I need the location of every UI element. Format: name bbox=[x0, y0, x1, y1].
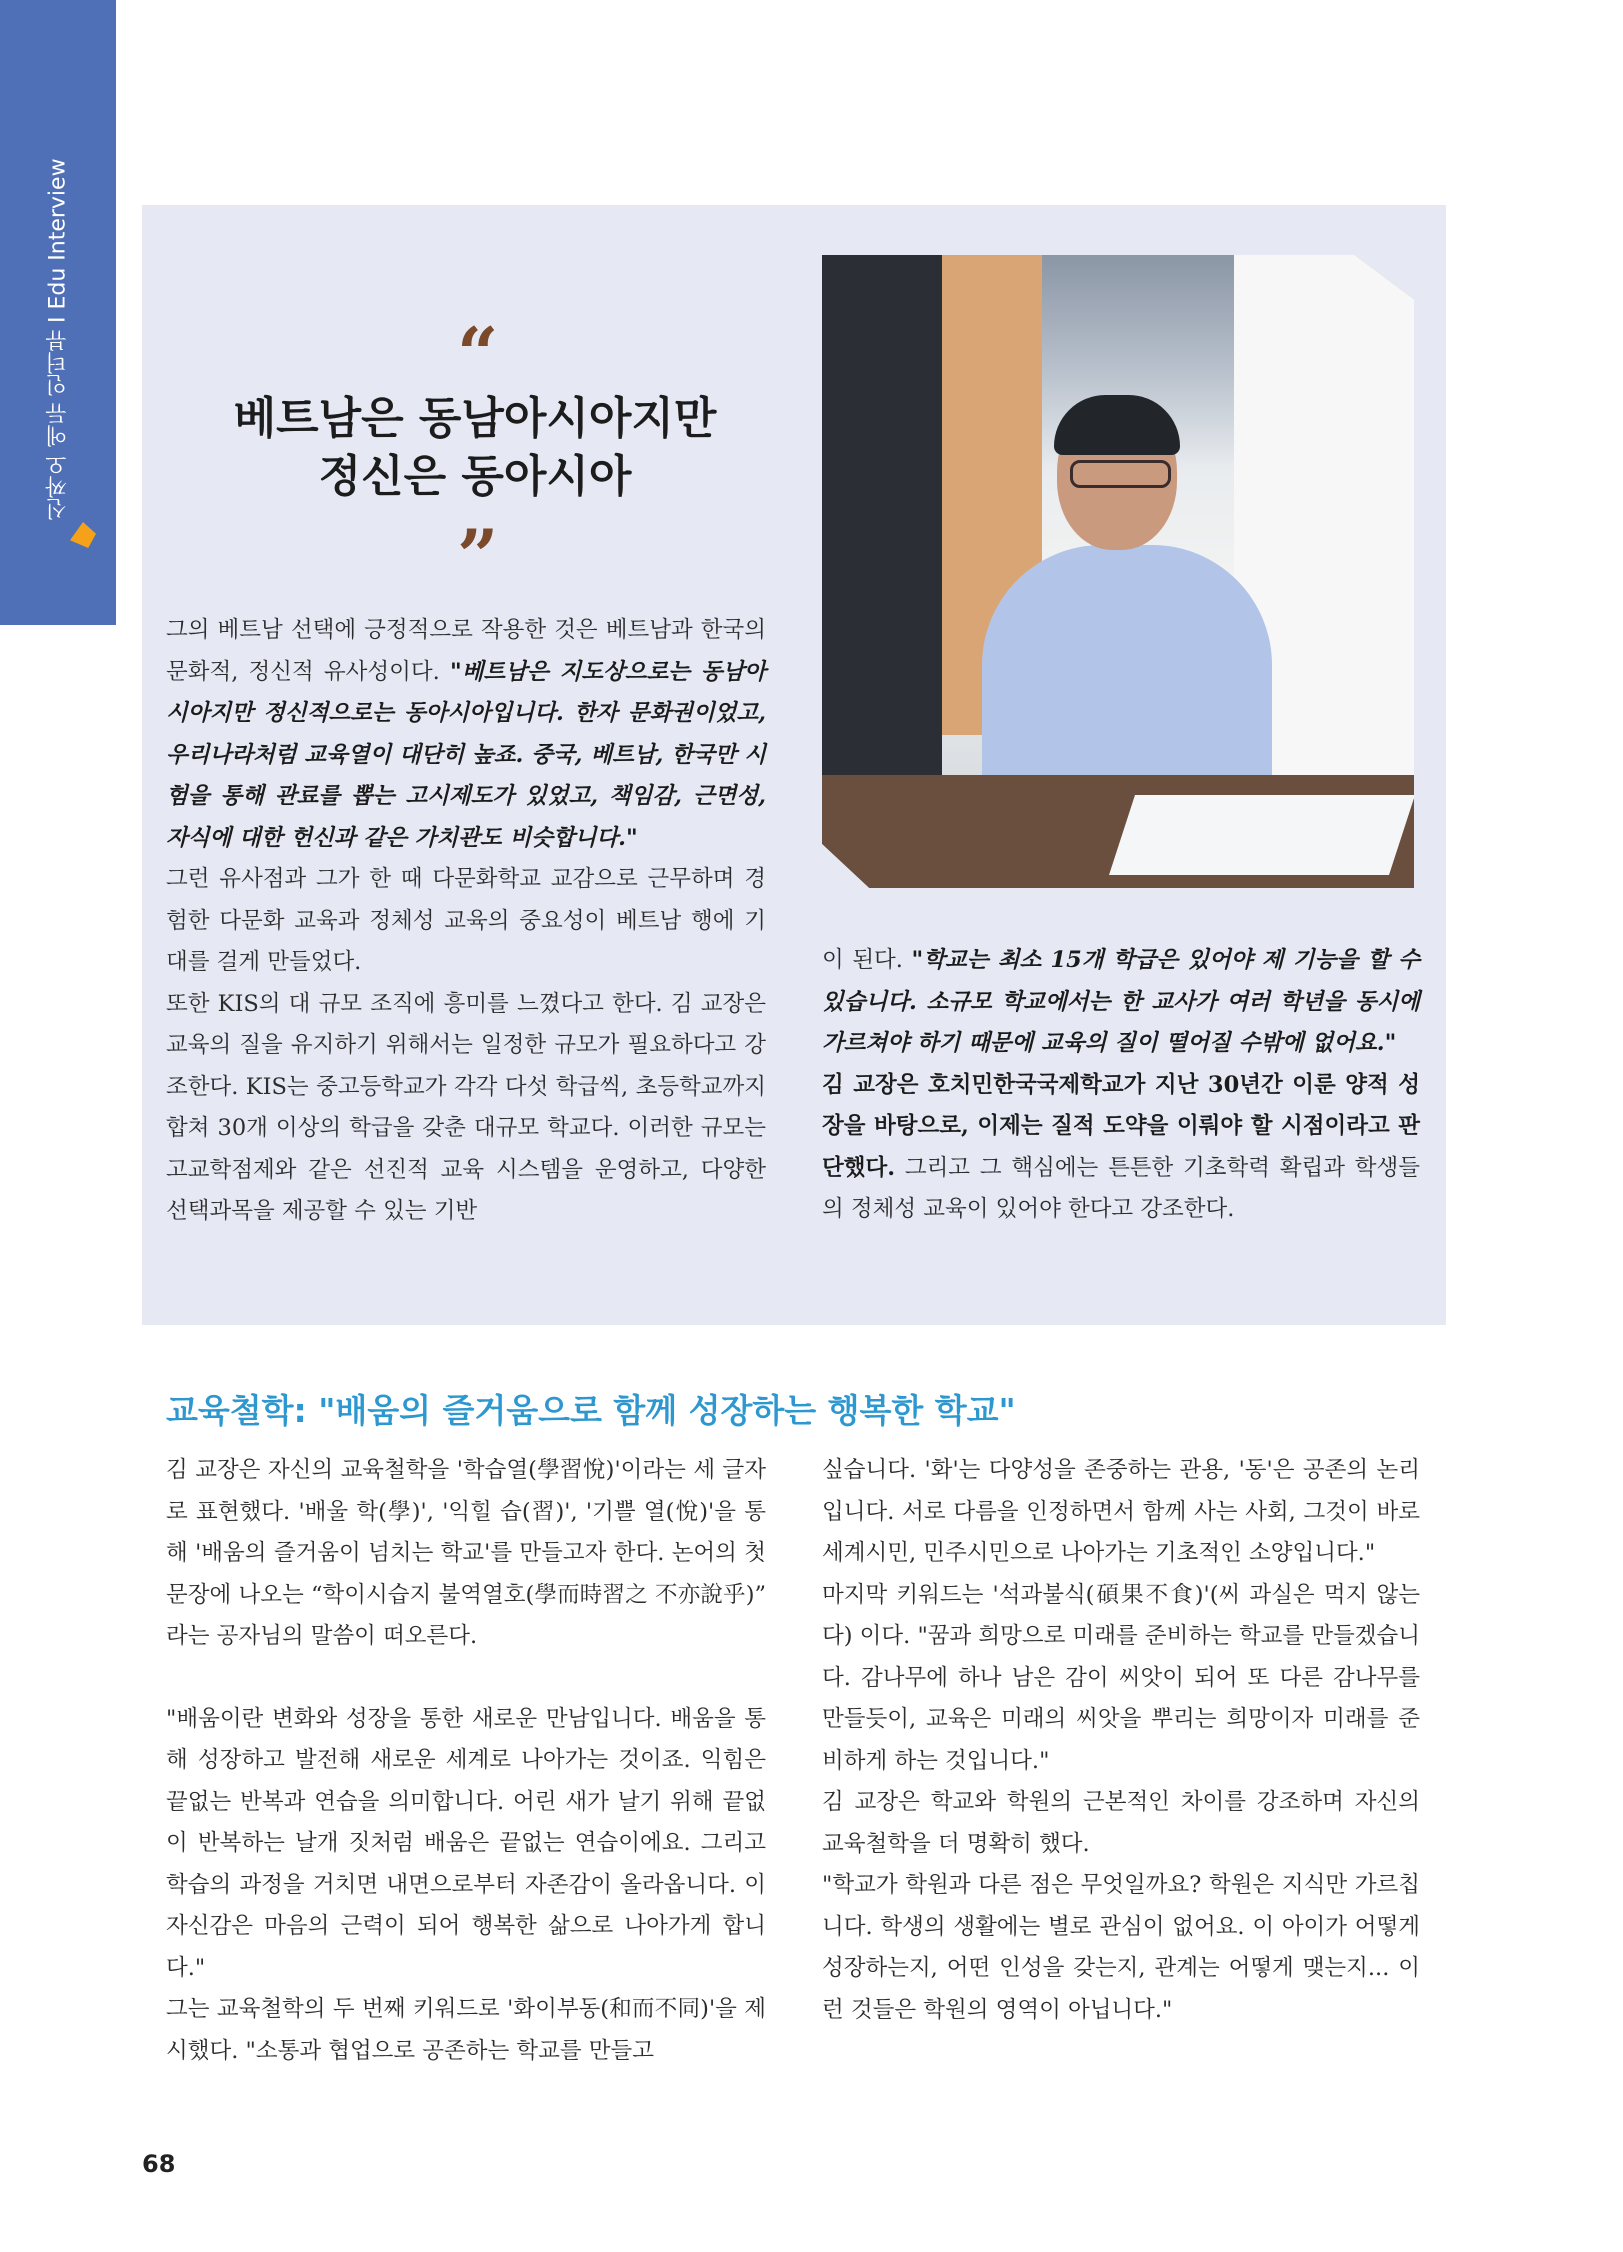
lower-left-column bbox=[166, 1450, 766, 2072]
paragraph: 또한 KIS의 대 규모 조직에 흥미를 느꼈다고 한다. 김 교장은 교육의 질을 유지하기 위해서는 일정한 규모가 필요하다고 강조한다. KIS는 중고등학교가 각각 다섯 학급씩, 초등학교까지 합쳐 30개 이상의 학급을 갖춘 대규모 학교다. 이러한 규모는 고교학점제와 같은 선진적 교육 시스템을 운영하고, 다양한 선택과목을 제공할 수 있는 기반 bbox=[166, 990, 766, 1224]
paragraph: "학교가 학원과 다른 점은 무엇일까요? 학원은 지식만 가르칩니다. 학생의 생활에는 별로 관심이 없어요. 이 아이가 어떻게 성장하는지, 어떤 인성을 갖는지, 관계는 어떻게 맺는지... 이런 것들은 학원의 영역이 아닙니다." bbox=[822, 1872, 1420, 2023]
upper-right-column bbox=[822, 940, 1420, 1231]
upper-left-column bbox=[166, 610, 766, 1233]
text-quote: "학교는 최소 15개 학급은 있어야 제 기능을 할 수 있습니다. 소규모 학교에서는 한 교사가 여러 학년을 동시에 가르쳐야 하기 때문에 교육의 질이 떨어질 수밖에 없어요." bbox=[822, 947, 1420, 1056]
section-title: 교육철학: "배움의 즐거움으로 함께 성장하는 행복한 학교" bbox=[166, 1391, 1016, 1430]
paragraph bbox=[166, 610, 766, 859]
headline-line-2: 정신은 동아시아 bbox=[318, 451, 632, 502]
paragraph: "배움이란 변화와 성장을 통한 새로운 만남입니다. 배움을 통해 성장하고 발전해 새로운 세계로 나아가는 것이죠. 익힘은 끝없는 반복과 연습을 의미합니다. 어린 새가 날기 위해 끝없이 반복하는 날개 짓처럼 배움은 끝없는 연습이에요. 그리고 학습의 과정을 거치면 내면으로부터 자존감이 올라옵니다. 이 자신감은 마음의 근력이 되어 행복한 삶으로 나아가게 합니다." bbox=[166, 1705, 766, 1981]
text-plain: 그의 베트남 선택에 긍정적으로 작용한 것은 베트남과 한국의 문화적, 정신적 유사성이다. bbox=[166, 617, 766, 685]
text-quote: "베트남은 지도상으로는 동남아시아지만 정신적으로는 동아시아입니다. 한자 문화권이었고, 우리나라처럼 교육열이 대단히 높죠. 중국, 베트남, 한국만 시험을 통해 관료를 뽑는 고시제도가 있었고, 책임감, 근면성, 자식에 대한 헌신과 같은 가치관도 비슷합니다." bbox=[166, 658, 766, 851]
text-plain: 이 된다. bbox=[822, 947, 912, 973]
page-number: 68 bbox=[142, 2150, 176, 2178]
paragraph: 그런 유사점과 그가 한 때 다문화학교 교감으로 근무하며 경험한 다문화 교육과 정체성 교육의 중요성이 베트남 행에 기대를 걸게 만들었다. bbox=[166, 866, 766, 975]
headline-line-1: 베트남은 동남아시아지만 bbox=[233, 393, 717, 444]
paragraph: 김 교장은 학교와 학원의 근본적인 차이를 강조하며 자신의 교육철학을 더 명확히 했다. bbox=[822, 1789, 1420, 1857]
text-bold: 김 교장은 호치민한국국제학교가 지난 30년간 이룬 양적 성장을 바탕으로, 이제는 질적 도약을 이뤄야 할 시점이라고 판단했다. bbox=[822, 1071, 1420, 1181]
paragraph: 김 교장은 자신의 교육철학을 '학습열(學習悅)'이라는 세 글자로 표현했다. '배울 학(學)', '익힐 습(習)', '기쁠 열(悅)'을 통해 '배움의 즐거움이 넘치는 학교'를 만들고자 한다. 논어의 첫 문장에 나오는 “학이시습지 불역열호(學而時習之 不亦說乎)” 라는 공자님의 말씀이 떠오른다. bbox=[166, 1457, 766, 1649]
pull-quote-headline bbox=[210, 390, 740, 506]
paragraph: 마지막 키워드는 '석과불식(碩果不食)'(씨 과실은 먹지 않는다) 이다. "꿈과 희망으로 미래를 준비하는 학교를 만들겠습니다. 감나무에 하나 남은 감이 씨앗이 되어 또 다른 감나무를 만들듯이, 교육은 미래의 씨앗을 뿌리는 희망이자 미래를 준비하게 하는 것입니다." bbox=[822, 1581, 1420, 1774]
paragraph: 그는 교육철학의 두 번째 키워드로 '화이부동(和而不同)'을 제시했다. "소통과 협업으로 공존하는 학교를 만들고 bbox=[166, 1996, 766, 2064]
paragraph: 싶습니다. '화'는 다양성을 존중하는 관용, '동'은 공존의 논리입니다. 서로 다름을 인정하면서 함께 사는 사회, 그것이 바로 세계시민, 민주시민으로 나아가는 기초적인 소양입니다." bbox=[822, 1457, 1420, 1566]
open-quote-mark: “ bbox=[457, 311, 499, 396]
paragraph bbox=[822, 940, 1420, 1065]
close-quote-mark: ” bbox=[457, 513, 499, 598]
text-plain: 그리고 그 핵심에는 튼튼한 기초학력 확립과 학생들의 정체성 교육이 있어야 한다고 강조한다. bbox=[822, 1154, 1420, 1222]
interview-photo bbox=[822, 255, 1414, 888]
paragraph bbox=[822, 1065, 1420, 1231]
section-side-label: 신짜오 에듀 인터뷰 I Edu Interview bbox=[45, 158, 71, 520]
lower-right-column bbox=[822, 1450, 1420, 2031]
